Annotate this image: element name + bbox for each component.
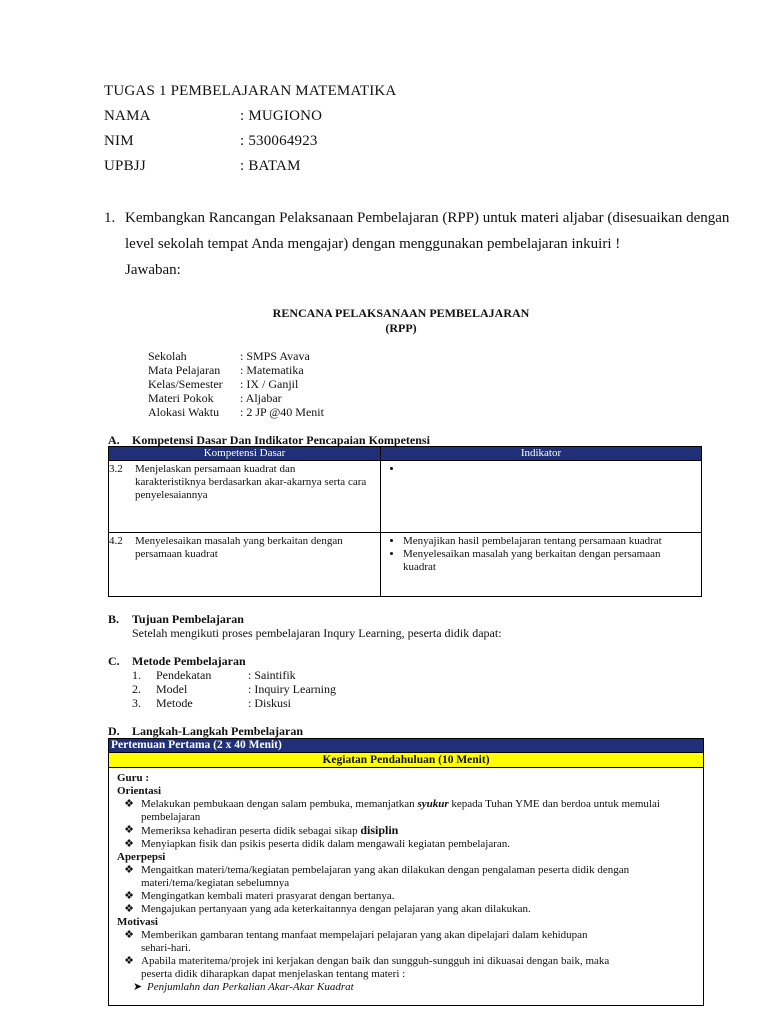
list-item: • Menyelesaikan masalah yang berkaitan dengan persamaan kuadrat xyxy=(403,548,693,574)
motivasi-title: Motivasi xyxy=(117,916,158,928)
section-title: Kompetensi Dasar Dan Indikator Pencapaian Kompetensi xyxy=(132,433,430,447)
question-block xyxy=(104,205,764,283)
question-line-1: Kembangkan Rancangan Pelaksanaan Pembelajaran (RPP) untuk materi aljabar (disesuaikan dengan xyxy=(125,210,730,226)
section-letter: B. xyxy=(108,612,120,626)
competency-number: 4.2 xyxy=(109,535,123,547)
competency-table-wrap xyxy=(108,446,702,597)
header-label: NAMA xyxy=(104,108,151,124)
apersepsi-title: Aperpepsi xyxy=(117,851,166,863)
section-d-heading xyxy=(108,724,303,739)
info-label: Alokasi Waktu xyxy=(148,405,220,419)
competency-number: 3.2 xyxy=(109,463,123,475)
method-label: Metode xyxy=(156,696,193,710)
table-row xyxy=(109,461,702,533)
list-item xyxy=(117,864,697,890)
item-text: Memeriksa kehadiran peserta didik sebagai sikap xyxy=(141,825,361,837)
method-value: : Diskusi xyxy=(248,696,292,710)
rpp-title: RENCANA PELAKSANAAN PEMBELAJARAN xyxy=(272,306,530,320)
competency-cell xyxy=(109,533,381,597)
method-number: 2. xyxy=(132,682,141,696)
list-item xyxy=(117,903,697,916)
item-emphasis: disiplin xyxy=(360,823,399,837)
header-label: UPBJJ xyxy=(104,158,146,174)
diamond-bullet-icon: ❖ xyxy=(124,864,134,876)
header-row-nim xyxy=(104,133,396,158)
section-letter: D. xyxy=(108,724,120,738)
rpp-subtitle: (RPP) xyxy=(385,321,417,335)
question-line-2: level sekolah tempat Anda mengajar) dengan menggunakan pembelajaran inkuiri ! xyxy=(125,236,621,252)
list-item xyxy=(117,798,697,824)
header-label: NIM xyxy=(104,133,134,149)
list-item xyxy=(117,955,697,981)
arrow-bullet-icon: ➤ xyxy=(133,981,143,993)
info-value: : IX / Ganjil xyxy=(240,377,299,391)
rpp-info xyxy=(148,349,324,419)
diamond-bullet-icon: ❖ xyxy=(124,955,134,967)
meeting-header: Pertemuan Pertama (2 x 40 Menit) xyxy=(109,739,703,752)
rpp-title-block xyxy=(104,306,698,336)
header-title-row xyxy=(104,83,396,108)
competency-cell xyxy=(109,461,381,533)
section-letter: C. xyxy=(108,654,120,668)
info-value: : SMPS Avava xyxy=(240,349,310,363)
activity-content xyxy=(109,768,703,994)
header-value: : BATAM xyxy=(240,158,301,174)
method-label: Model xyxy=(156,682,188,696)
question-number: 1. xyxy=(104,210,116,226)
section-title: Langkah-Langkah Pembelajaran xyxy=(132,724,304,738)
section-title: Tujuan Pembelajaran xyxy=(132,612,244,626)
method-item xyxy=(108,668,336,682)
section-letter: A. xyxy=(108,433,120,447)
item-text: Mengaitkan materi/tema/kegiatan pembelajaran yang akan dilakukan dengan pengalaman peserta didik dengan materi/tema/kegiatan sebelumnya xyxy=(141,864,630,889)
list-item xyxy=(117,838,697,851)
header-value: : 530064923 xyxy=(240,133,318,149)
learning-steps-table xyxy=(108,738,704,1006)
info-label: Sekolah xyxy=(148,349,187,363)
method-item xyxy=(108,696,336,710)
info-row xyxy=(148,377,324,391)
header-value: : MUGIONO xyxy=(240,108,323,124)
method-item xyxy=(108,682,336,696)
diamond-bullet-icon: ❖ xyxy=(124,798,134,810)
diamond-bullet-icon: ❖ xyxy=(124,929,134,941)
info-value: : Matematika xyxy=(240,363,304,377)
diamond-bullet-icon: ❖ xyxy=(124,890,134,902)
column-header-indikator: Indikator xyxy=(381,447,702,461)
item-text: Penjumlahn dan Perkalian Akar-Akar Kuadrat xyxy=(147,981,354,993)
info-value: : 2 JP @40 Menit xyxy=(240,405,324,419)
header-row-nama xyxy=(104,108,396,133)
item-text: Apabila materitema/projek ini kerjakan dengan baik dan sungguh-sungguh ini dikuasai dengan baik, maka peserta didik diharapkan dapat menjelaskan tentang materi : xyxy=(141,955,610,980)
indicator-list xyxy=(381,535,693,574)
method-label: Pendekatan xyxy=(156,668,212,682)
diamond-bullet-icon: ❖ xyxy=(124,838,134,850)
method-number: 1. xyxy=(132,668,141,682)
indicator-cell xyxy=(381,461,702,533)
item-text: Menyiapkan fisik dan psikis peserta didik dalam mengawali kegiatan pembelajaran. xyxy=(141,838,510,850)
info-row xyxy=(148,391,324,405)
orientasi-title: Orientasi xyxy=(117,785,161,797)
answer-label: Jawaban: xyxy=(125,262,181,278)
item-text: Mengingatkan kembali materi prasyarat dengan bertanya. xyxy=(141,890,395,902)
section-b xyxy=(108,612,502,640)
item-text: Melakukan pembukaan dengan salam pembuka, memanjatkan xyxy=(141,798,418,810)
item-text: kepada Tuhan YME dan berdoa untuk memulai pembelajaran xyxy=(141,798,660,823)
header-title: TUGAS 1 PEMBELAJARAN MATEMATIKA xyxy=(104,83,397,99)
section-c xyxy=(108,654,336,710)
item-text: Memberikan gambaran tentang manfaat mempelajari pelajaran yang akan dipelajari dalam kehidupan sehari-hari. xyxy=(141,929,588,954)
diamond-bullet-icon: ❖ xyxy=(124,903,134,915)
column-header-kompetensi: Kompetensi Dasar xyxy=(109,447,381,461)
info-label: Mata Pelajaran xyxy=(148,363,221,377)
info-row xyxy=(148,405,324,419)
competency-text: Menyelesaikan masalah yang berkaitan dengan persamaan kuadrat xyxy=(135,535,343,560)
info-label: Kelas/Semester xyxy=(148,377,223,391)
item-text: Mengajukan pertanyaan yang ada keterkaitannya dengan pelajaran yang akan dilakukan. xyxy=(141,903,531,915)
document-header xyxy=(104,83,396,183)
list-item xyxy=(403,463,701,476)
list-item xyxy=(117,890,697,903)
header-row-upbjj xyxy=(104,158,396,183)
list-item xyxy=(117,824,697,838)
info-row xyxy=(148,363,324,377)
diamond-bullet-icon: ❖ xyxy=(124,824,134,836)
indicator-list xyxy=(381,463,701,476)
sub-list-item xyxy=(117,981,697,994)
info-label: Materi Pokok xyxy=(148,391,214,405)
phase-header: Kegiatan Pendahuluan (10 Menit) xyxy=(109,752,703,768)
section-b-text: Setelah mengikuti proses pembelajaran Inqury Learning, peserta didik dapat: xyxy=(132,626,502,640)
item-emphasis: syukur xyxy=(417,798,449,810)
table-row xyxy=(109,533,702,597)
competency-table xyxy=(108,446,702,597)
info-value: : Aljabar xyxy=(240,391,282,405)
method-value: : Inquiry Learning xyxy=(248,682,336,696)
list-item: • Menyajikan hasil pembelajaran tentang persamaan kuadrat xyxy=(403,535,693,548)
info-row xyxy=(148,349,324,363)
competency-text: Menjelaskan persamaan kuadrat dan karakteristiknya berdasarkan akar-akarnya serta cara penyelesaiannya xyxy=(135,463,367,501)
method-value: : Saintifik xyxy=(248,668,296,682)
guru-label: Guru : xyxy=(117,772,150,784)
method-number: 3. xyxy=(132,696,141,710)
section-title: Metode Pembelajaran xyxy=(132,654,246,668)
table-header-row xyxy=(109,447,702,461)
indicator-cell xyxy=(381,533,702,597)
list-item xyxy=(117,929,697,955)
